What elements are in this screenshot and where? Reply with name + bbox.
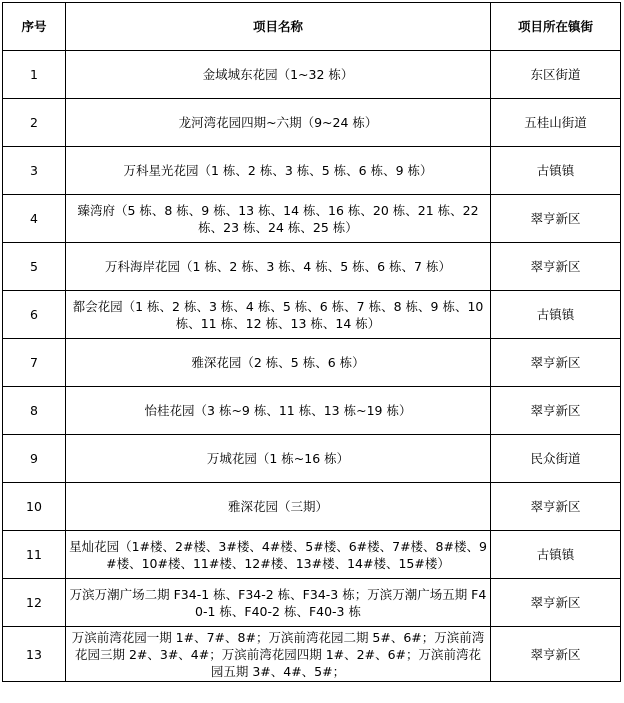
table-row [3,243,621,291]
row-seq: 11 [3,531,66,579]
row-town: 翠亨新区 [491,483,621,531]
row-project-name: 万城花园（1 栋~16 栋） [66,435,491,483]
row-seq: 2 [3,99,66,147]
row-town: 古镇镇 [491,147,621,195]
row-project-name: 星灿花园（1#楼、2#楼、3#楼、4#楼、5#楼、6#楼、7#楼、8#楼、9#楼、10#楼、11#楼、12#楼、13#楼、14#楼、15#楼） [66,531,491,579]
table-row [3,51,621,99]
row-project-name: 万滨万潮广场二期 F34-1 栋、F34-2 栋、F34-3 栋；万滨万潮广场五期 F40-1 栋、F40-2 栋、F40-3 栋 [66,579,491,627]
projects-table [2,2,621,682]
row-town: 东区街道 [491,51,621,99]
row-town: 古镇镇 [491,291,621,339]
row-seq: 12 [3,579,66,627]
row-seq: 3 [3,147,66,195]
row-seq: 7 [3,339,66,387]
row-town: 民众街道 [491,435,621,483]
row-seq: 6 [3,291,66,339]
row-seq: 8 [3,387,66,435]
table-row [3,195,621,243]
row-seq: 4 [3,195,66,243]
table-row [3,483,621,531]
row-project-name: 龙河湾花园四期~六期（9~24 栋） [66,99,491,147]
row-seq: 10 [3,483,66,531]
table-row [3,627,621,682]
row-project-name: 雅深花园（2 栋、5 栋、6 栋） [66,339,491,387]
row-town: 翠亨新区 [491,243,621,291]
header-row [3,3,621,51]
row-seq: 5 [3,243,66,291]
row-seq: 13 [3,627,66,682]
row-project-name: 金域城东花园（1~32 栋） [66,51,491,99]
table-row [3,387,621,435]
header-seq: 序号 [3,3,66,51]
row-project-name: 万科海岸花园（1 栋、2 栋、3 栋、4 栋、5 栋、6 栋、7 栋） [66,243,491,291]
row-town: 翠亨新区 [491,387,621,435]
row-town: 翠亨新区 [491,579,621,627]
row-town: 翠亨新区 [491,195,621,243]
row-project-name: 都会花园（1 栋、2 栋、3 栋、4 栋、5 栋、6 栋、7 栋、8 栋、9 栋、10 栋、11 栋、12 栋、13 栋、14 栋） [66,291,491,339]
row-project-name: 万滨前湾花园一期 1#、7#、8#；万滨前湾花园二期 5#、6#；万滨前湾花园三期 2#、3#、4#；万滨前湾花园四期 1#、2#、6#；万滨前湾花园五期 3#、4#、5#； [66,627,491,682]
table-row [3,579,621,627]
row-town: 五桂山街道 [491,99,621,147]
table-row [3,531,621,579]
table-row [3,435,621,483]
row-project-name: 万科星光花园（1 栋、2 栋、3 栋、5 栋、6 栋、9 栋） [66,147,491,195]
header-project-name: 项目名称 [66,3,491,51]
row-seq: 9 [3,435,66,483]
header-town: 项目所在镇街 [491,3,621,51]
row-seq: 1 [3,51,66,99]
row-town: 古镇镇 [491,531,621,579]
table-row [3,147,621,195]
table-row [3,291,621,339]
row-town: 翠亨新区 [491,339,621,387]
table-row [3,99,621,147]
table-row [3,339,621,387]
row-town: 翠亨新区 [491,627,621,682]
row-project-name: 雅深花园（三期） [66,483,491,531]
row-project-name: 臻湾府（5 栋、8 栋、9 栋、13 栋、14 栋、16 栋、20 栋、21 栋、22 栋、23 栋、24 栋、25 栋） [66,195,491,243]
row-project-name: 怡桂花园（3 栋~9 栋、11 栋、13 栋~19 栋） [66,387,491,435]
